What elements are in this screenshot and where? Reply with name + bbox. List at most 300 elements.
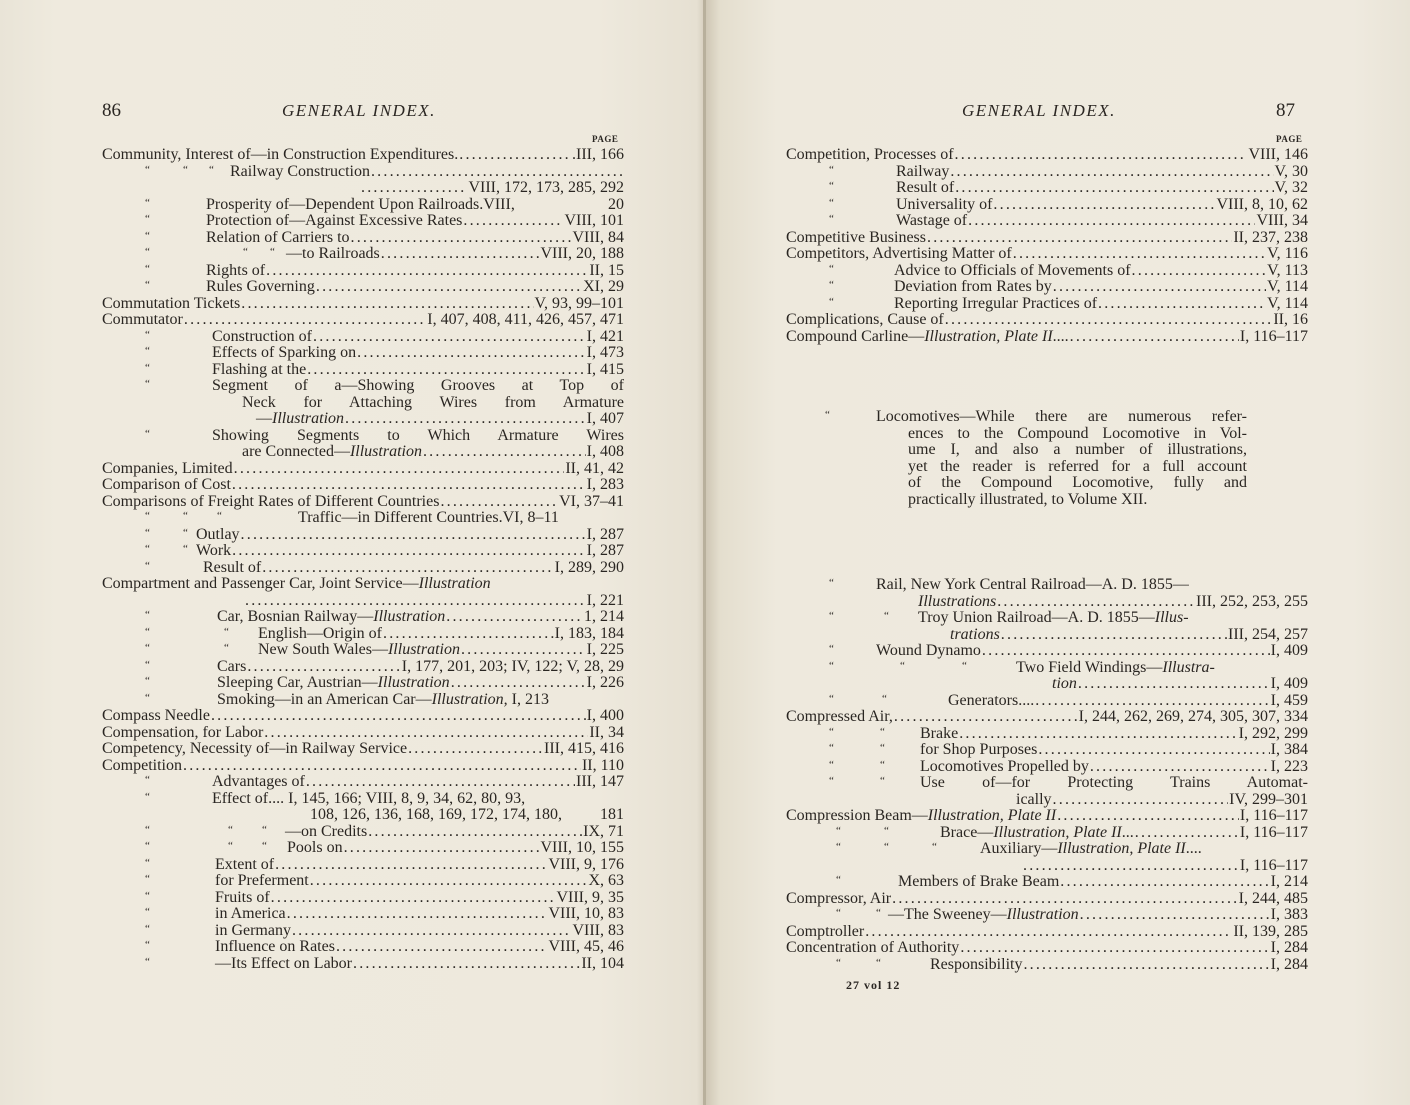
entry-text: Effect of.... I, 145, 166; VIII, 8, 9, 34, 62, 80, 93, [212, 790, 526, 807]
page-column-label-left: PAGE [592, 134, 619, 144]
entry-text: Railway Construction [230, 163, 370, 180]
page-reference: V, 116 [1267, 245, 1308, 262]
index-entry [836, 906, 1308, 923]
ditto-mark: “ [829, 775, 834, 787]
page-reference: V, 32 [1274, 179, 1308, 196]
ditto-mark: “ [145, 230, 150, 242]
dot-leader [241, 526, 586, 543]
ditto-mark: “ [145, 626, 150, 638]
index-entry [1016, 791, 1308, 808]
entry-text: Comparisons of Freight Rates of Different Countries [102, 493, 440, 510]
index-entry [145, 196, 624, 213]
dot-leader [1135, 824, 1239, 841]
entry-text: Outlay [196, 526, 240, 543]
ditto-mark: “ [145, 378, 150, 390]
index-entry [145, 361, 624, 378]
entry-text: Advice to Officials of Movements of [894, 262, 1131, 279]
page-reference: 1, 214 [584, 608, 624, 625]
entry-text: —Illustration [256, 410, 345, 427]
dot-leader [183, 757, 581, 774]
index-entry [145, 773, 624, 790]
ditto-mark: “ [836, 907, 841, 919]
entry-text: —Its Effect on Labor [215, 955, 352, 972]
index-entry [829, 576, 1308, 593]
page-reference: VIII, 45, 46 [548, 938, 624, 955]
index-entry [145, 872, 624, 889]
ditto-mark: “ [836, 957, 841, 969]
page-reference: I, 177, 201, 203; IV, 122; V, 28, 29 [401, 658, 624, 675]
ditto-mark: “ [829, 742, 834, 754]
index-entry [145, 344, 624, 361]
dot-leader [865, 923, 1232, 940]
ditto-mark: “ [829, 279, 834, 291]
ditto-mark: “ [932, 841, 937, 853]
index-entry [145, 212, 624, 229]
entry-text: Sleeping Car, Austrian—Illustration [217, 674, 450, 691]
ditto-mark: “ [884, 610, 889, 622]
dot-leader [264, 724, 588, 741]
note-line: ences to the Compound Locomotive in Vol- [908, 424, 1247, 442]
dot-leader [997, 593, 1195, 610]
running-head-right: GENERAL INDEX. [962, 101, 1116, 120]
index-entry [786, 890, 1308, 907]
page-reference: I, 409 [1270, 675, 1308, 692]
entry-text: Competency, Necessity of—in Railway Service [102, 740, 408, 757]
page-reference: III, 252, 253, 255 [1196, 593, 1308, 610]
dot-leader [357, 344, 586, 361]
left-page [0, 0, 704, 1105]
index-entry [145, 229, 624, 246]
page-reference: I, 408 [586, 443, 624, 460]
ditto-mark: “ [882, 693, 887, 705]
page-reference: I, 116–117 [1239, 824, 1308, 841]
ditto-mark: “ [900, 660, 905, 672]
entry-text: 108, 126, 136, 168, 169, 172, 174, 180, [310, 806, 562, 823]
ditto-mark: “ [183, 527, 188, 539]
dot-leader [1035, 692, 1269, 709]
dot-leader [292, 922, 571, 939]
index-entry [145, 823, 624, 840]
entry-text: in America [215, 905, 286, 922]
ditto-mark: “ [145, 527, 150, 539]
ditto-mark: “ [829, 263, 834, 275]
index-entry [145, 905, 624, 922]
index-entry [786, 807, 1308, 824]
page-reference: II, 15 [589, 262, 624, 279]
note-line: Locomotives—While there are numerous refer- [876, 408, 1247, 425]
dot-leader [381, 245, 540, 262]
page-reference: I, 289, 290 [554, 559, 624, 576]
entry-text: in Germany [215, 922, 291, 939]
entry-text: Universality of [896, 196, 993, 213]
entry-text: Result of [203, 559, 262, 576]
page-reference: VI, 37–41 [559, 493, 624, 510]
dot-leader [959, 725, 1237, 742]
ditto-mark: “ [145, 329, 150, 341]
page-reference: I, 473 [586, 344, 624, 361]
entry-text: Reporting Irregular Practices of [894, 295, 1098, 312]
page-reference: V, 30 [1274, 163, 1308, 180]
dot-leader [1023, 857, 1239, 874]
entry-text: Prosperity of—Dependent Upon Railroads.VIII, [206, 196, 515, 213]
index-entry [918, 593, 1308, 610]
page-reference: III, 147 [576, 773, 624, 790]
page-reference: VIII, 146 [1248, 146, 1308, 163]
entry-text: Compass Needle [102, 707, 210, 724]
ditto-mark: “ [145, 609, 150, 621]
index-entry [786, 229, 1308, 246]
index-entry [102, 146, 624, 163]
page-number-left: 86 [102, 100, 121, 121]
page-reference: IX, 71 [583, 823, 624, 840]
entry-text: Fruits of [215, 889, 270, 906]
index-entry [829, 262, 1308, 279]
index-entry [145, 790, 624, 807]
dot-leader [459, 146, 571, 163]
dot-leader [955, 179, 1273, 196]
dot-leader [383, 625, 554, 642]
dot-leader [344, 839, 540, 856]
index-entry [829, 196, 1308, 213]
index-entry [829, 163, 1308, 180]
entry-text: Illustrations [918, 593, 997, 610]
dot-leader [232, 476, 586, 493]
page-reference: VIII, 9, 176 [548, 856, 624, 873]
index-entry [786, 923, 1308, 940]
ditto-mark: “ [962, 660, 967, 672]
index-entry [145, 625, 624, 642]
right-page: GENERAL INDEX. 87 PAGE Competition, Processes of ..... VIII, 146 “ Railway ..... V, 30 “ Result of ..... V, 32 “ Universality of ..... VIII, 8, 10, 62 “ Wastage of ..... VIII, 34 Competitive Business ..... II, 237, 238 Competitors, Advertising Matter of ..... V, 116 “ Advice to Officials of Movements of ..... V, 113 “ Deviation from Rates by ..... V, 114 “ Reporting Irregular Practices of ..... V, 114 Complications, Cause of ..... II, 16 Compound Carline—Illustration, Plate II.... ..... I, 116–117 “ Rail, New York Central Railroad—A. D. 1855— Illustrations ..... III, 252, 253, 255 “ “ Troy Union Railroad—A. D. 1855—Illus- trations ..... III, 254, 257 “ Wound Dynamo ..... I, 409 “ “ “ Two Field Windings—Illustra- tion ..... I, 409 “ “ Generators.... ..... I, 459 Compressed Air, ..... I, 244, 262, 269, 274, 305, 307, 334 “ “ Brake ..... I, 292, 299 “ “ for Shop Purposes ..... I, 384 “ “ Locomotives Propelled by ..... I, 223 “ “ Use of—for Protecting Trains Automat- ically ..... IV, 299–301 Compression Beam—Illustration, Plate II ..... I, 116–117 “ “ Brace—Illustration, Plate II... ..... I, 116–117 “ “ “ Auxiliary—Illustration, Plate II.... ..... I, 116–117 “ Members of Brake Beam ..... I, 214 Compressor, Air ..... I, 244, 485 “ “ —The Sweeney—Illustration ..... I, 383 Comptroller ..... II, 139, 285 Concentration of Authority ..... I, 284 “ “ Responsibility ..... I, 284 “ Locomotives—While there are numerous refer- ences to the Compound Locomotive in Vol- ume I, and also a number of illustrations, yet the reader is referred for a full account of the Compound Locomotive, fully and practically illustrated, to Volume XII. 27 vol 12 [706, 0, 1410, 1105]
index-entry [829, 609, 1308, 626]
entry-text: Wound Dynamo [876, 642, 981, 659]
dot-leader [306, 773, 575, 790]
dot-leader [927, 229, 1232, 246]
dot-leader [1053, 278, 1266, 295]
index-entry [145, 889, 624, 906]
index-entry [145, 509, 624, 526]
entry-text: Relation of Carriers to [206, 229, 350, 246]
page-reference: VIII, 34 [1256, 212, 1308, 229]
ditto-mark: “ [829, 759, 834, 771]
ditto-mark: “ [145, 642, 150, 654]
dot-leader [408, 740, 543, 757]
entry-text: Community, Interest of—in Construction Expenditures. [102, 146, 459, 163]
page-reference: I, 409 [1270, 642, 1308, 659]
entry-text: Auxiliary—Illustration, Plate II.... [980, 840, 1202, 857]
entry-text: Brace—Illustration, Plate II... [940, 824, 1134, 841]
page-reference: I, 287 [586, 526, 624, 543]
ditto-mark: “ [145, 692, 150, 704]
dot-leader [945, 311, 1273, 328]
signature-mark: 27 vol 12 [846, 978, 901, 992]
page-column-label-right: PAGE [1276, 134, 1303, 144]
entry-text: Commutation Tickets [102, 295, 241, 312]
page-reference: I, 292, 299 [1238, 725, 1308, 742]
ditto-mark: “ [145, 824, 150, 836]
ditto-mark: “ [829, 197, 834, 209]
entry-text: Smoking—in an American Car—Illustration, I, 213 [217, 691, 549, 708]
entry-text: Competitors, Advertising Matter of [786, 245, 1012, 262]
dot-leader [950, 163, 1273, 180]
ditto-mark: “ [829, 213, 834, 225]
dot-leader [271, 889, 556, 906]
ditto-mark: “ [829, 164, 834, 176]
index-entry [102, 707, 624, 724]
dot-leader [1132, 262, 1267, 279]
entry-text: are Connected—Illustration [242, 443, 422, 460]
index-entry [145, 658, 624, 675]
ditto-mark: “ [145, 791, 150, 803]
ditto-mark: “ [876, 957, 881, 969]
dot-leader [1060, 873, 1269, 890]
ditto-mark: “ [145, 428, 150, 440]
ditto-mark: “ [145, 659, 150, 671]
ditto-mark: “ [829, 296, 834, 308]
dot-leader [1053, 791, 1229, 808]
ditto-mark: “ [829, 660, 834, 672]
entry-text: Railway [896, 163, 950, 180]
page-reference: III, 254, 257 [1228, 626, 1308, 643]
index-entry [145, 641, 624, 658]
dot-leader [982, 642, 1270, 659]
ditto-mark: “ [829, 643, 834, 655]
entry-text: Commutator [102, 311, 183, 328]
dot-leader [313, 328, 586, 345]
page-reference: I, 284 [1270, 939, 1308, 956]
ditto-mark: “ [145, 840, 150, 852]
entry-text: Locomotives Propelled by [920, 758, 1089, 775]
index-entry [102, 295, 624, 312]
entry-text: trations [950, 626, 1000, 643]
index-entry [145, 922, 624, 939]
page-reference: I, 223 [1270, 758, 1308, 775]
entry-text: Brake [920, 725, 959, 742]
dot-leader [275, 856, 547, 873]
index-entry [145, 526, 624, 543]
ditto-mark: “ [145, 543, 150, 555]
ditto-mark: “ [145, 873, 150, 885]
entry-text: Members of Brake Beam [898, 873, 1060, 890]
index-entry [244, 592, 624, 609]
index-entry [829, 741, 1308, 758]
entry-text: Wastage of [896, 212, 968, 229]
dot-leader [310, 872, 588, 889]
entry-text: Traffic—in Different Countries.VI, 8–11 [298, 509, 559, 526]
index-entry [145, 674, 624, 691]
dot-leader [1078, 675, 1270, 692]
ditto-mark: “ [145, 362, 150, 374]
dot-leader [361, 179, 467, 196]
page-number-right: 87 [1276, 100, 1295, 121]
page-reference: VIII, 10, 83 [548, 905, 624, 922]
index-entry [102, 757, 624, 774]
index-entry [829, 212, 1308, 229]
index-entry [950, 626, 1308, 643]
entry-text: Effects of Sparking on [212, 344, 357, 361]
entry-text: Two Field Windings—Illustra- [1016, 659, 1215, 676]
ditto-mark: “ [145, 345, 150, 357]
ditto-mark: “ [145, 263, 150, 275]
page-reference: I, 116–117 [1239, 807, 1308, 824]
entry-text: for Preferment [215, 872, 309, 889]
page-reference: VIII, 101 [564, 212, 624, 229]
entry-text: Influence on Rates [215, 938, 335, 955]
ditto-mark: “ [145, 890, 150, 902]
page-reference: VIII, 8, 10, 62 [1216, 196, 1308, 213]
entry-text: Troy Union Railroad—A. D. 1855—Illus- [918, 609, 1189, 626]
index-entry [310, 806, 624, 823]
dot-leader [371, 163, 623, 180]
dot-leader [440, 493, 558, 510]
dot-leader [247, 658, 400, 675]
entry-text: Rail, New York Central Railroad—A. D. 1855— [876, 576, 1189, 593]
page-reference: I, 116–117 [1239, 328, 1308, 345]
index-entry [360, 179, 624, 196]
index-entry [145, 856, 624, 873]
ditto-mark: “ [262, 840, 267, 852]
page-reference: VIII, 10, 155 [540, 839, 624, 856]
index-entry [786, 311, 1308, 328]
entry-text: Responsibility [930, 956, 1023, 973]
page-reference: X, 63 [588, 872, 624, 889]
dot-leader [892, 890, 1238, 907]
page-reference: IV, 299–301 [1229, 791, 1308, 808]
entry-text: Competition, Processes of [786, 146, 954, 163]
dot-leader [1001, 626, 1227, 643]
index-entry [836, 824, 1308, 841]
ditto-mark: “ [145, 510, 150, 522]
index-entry [786, 939, 1308, 956]
page-reference: III, 415, 416 [544, 740, 624, 757]
index-entry [836, 873, 1308, 890]
entry-text: Competition [102, 757, 182, 774]
dot-leader [245, 592, 586, 609]
page-reference: II, 41, 42 [565, 460, 624, 477]
dot-leader [368, 823, 582, 840]
entry-text: tion [1052, 675, 1077, 692]
ditto-mark: “ [145, 246, 150, 258]
entry-text: Pools on [287, 839, 343, 856]
entry-text: Compound Carline—Illustration, Plate II.... [786, 328, 1069, 345]
index-entry [145, 691, 624, 708]
ditto-mark: “ [183, 164, 188, 176]
entry-text: Concentration of Authority [786, 939, 960, 956]
entry-text: Complications, Cause of [786, 311, 944, 328]
dot-leader [351, 229, 572, 246]
ditto-mark: “ [145, 164, 150, 176]
index-entry [145, 262, 624, 279]
dot-leader [336, 938, 548, 955]
ditto-mark: “ [145, 923, 150, 935]
entry-text: Car, Bosnian Railway—Illustration [217, 608, 446, 625]
ditto-mark: “ [270, 246, 275, 258]
page-reference: I, 226 [586, 674, 624, 691]
dot-leader [960, 939, 1269, 956]
page-reference: II, 16 [1273, 311, 1308, 328]
index-entry [102, 575, 624, 592]
entry-text: Compartment and Passenger Car, Joint Service—Illustration [102, 575, 491, 592]
index-entry [145, 278, 624, 295]
dot-leader [1098, 295, 1266, 312]
dot-leader [463, 212, 563, 229]
ditto-mark: “ [145, 197, 150, 209]
ditto-mark: “ [836, 841, 841, 853]
page-reference: 181 [600, 806, 624, 823]
page-reference: I, 221 [586, 592, 624, 609]
ditto-mark: “ [243, 246, 248, 258]
ditto-mark: “ [145, 906, 150, 918]
entry-text: Advantages of [212, 773, 305, 790]
dot-leader [968, 212, 1255, 229]
running-head-left: GENERAL INDEX. [282, 101, 436, 120]
ditto-mark: “ [880, 775, 885, 787]
entry-text: Result of [896, 179, 955, 196]
page-reference: II, 237, 238 [1233, 229, 1308, 246]
entry-text: —The Sweeney—Illustration [888, 906, 1079, 923]
index-entry [145, 377, 624, 394]
ditto-mark: “ [209, 164, 214, 176]
dot-leader [262, 559, 553, 576]
note-line: practically illustrated, to Volume XII. [908, 490, 1148, 508]
entry-text: Companies, Limited [102, 460, 233, 477]
entry-text: Competitive Business [786, 229, 926, 246]
ditto-mark: “ [836, 874, 841, 886]
index-entry [836, 956, 1308, 973]
page-reference: I, 283 [586, 476, 624, 493]
entry-text: Generators.... [948, 692, 1035, 709]
compound-locomotive-note [876, 409, 1247, 509]
page-reference: I, 116–117 [1239, 857, 1308, 874]
dot-leader [211, 707, 586, 724]
dot-leader [1070, 328, 1239, 345]
dot-leader [446, 608, 583, 625]
entry-text: English—Origin of [258, 625, 382, 642]
ditto-mark: “ [884, 825, 889, 837]
note-line: yet the reader is referred for a full account [908, 457, 1247, 475]
dot-leader [894, 708, 1078, 725]
dot-leader [287, 905, 548, 922]
dot-leader [353, 955, 580, 972]
dot-leader [184, 311, 426, 328]
entry-text: —on Credits [285, 823, 368, 840]
ditto-mark: “ [262, 824, 267, 836]
index-entry [829, 758, 1308, 775]
index-entry [1022, 857, 1308, 874]
ditto-mark: “ [228, 824, 233, 836]
index-entry [102, 476, 624, 493]
entry-text: ically [1016, 791, 1052, 808]
index-entry [1052, 675, 1308, 692]
ditto-mark: “ [829, 610, 834, 622]
ditto-mark: “ [145, 675, 150, 687]
entry-text: Rights of [206, 262, 266, 279]
index-entry [242, 443, 624, 460]
index-entry [145, 163, 624, 180]
dot-leader [1013, 245, 1266, 262]
entry-text: Deviation from Rates by [894, 278, 1052, 295]
ditto-mark: “ [884, 841, 889, 853]
ditto-mark: “ [145, 279, 150, 291]
dot-leader [451, 674, 586, 691]
ditto-mark: “ [145, 774, 150, 786]
index-entry [829, 278, 1308, 295]
index-entry [102, 311, 624, 328]
index-entry [829, 295, 1308, 312]
index-entry [836, 840, 1308, 857]
index-entry [145, 427, 624, 444]
ditto-mark: “ [145, 213, 150, 225]
ditto-mark: “ [880, 759, 885, 771]
